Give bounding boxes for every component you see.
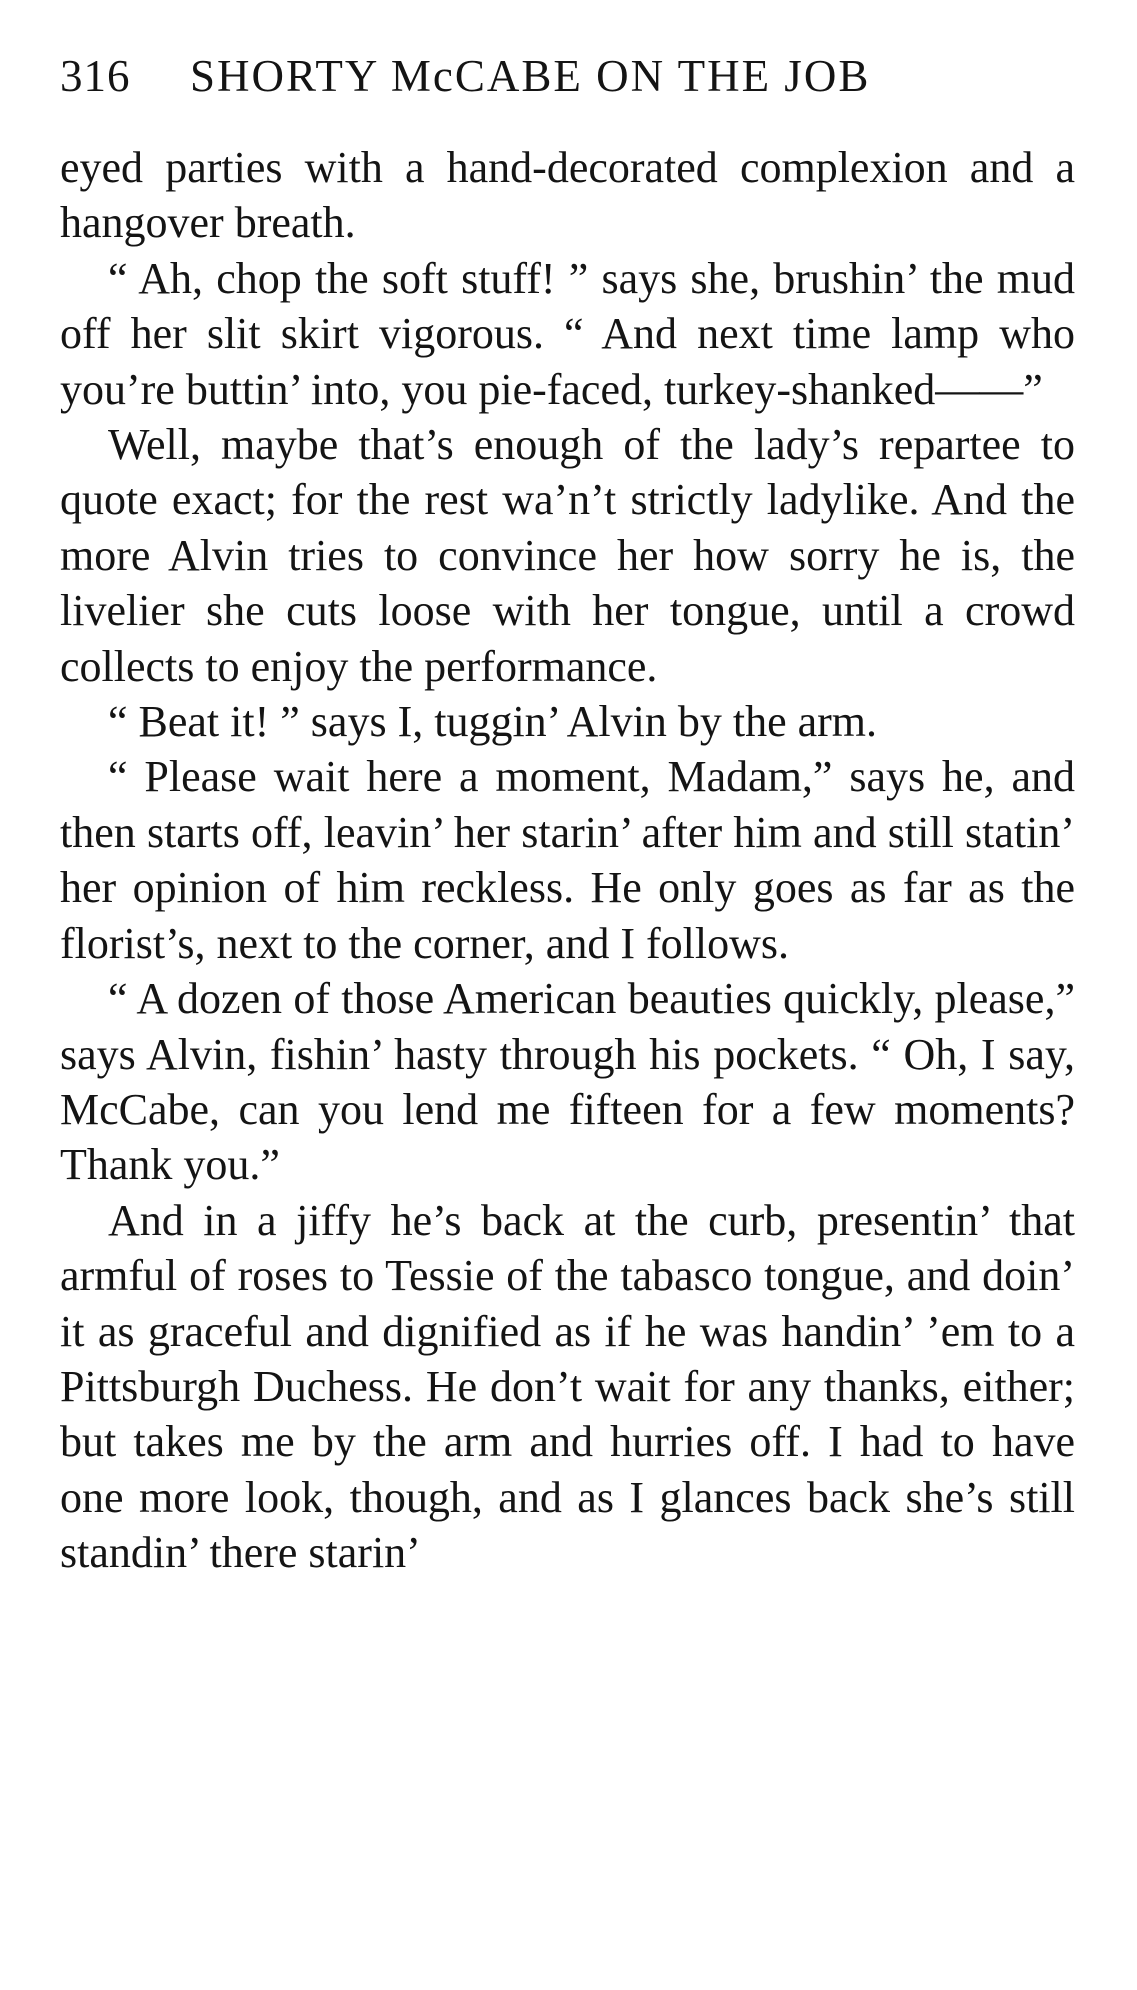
paragraph: “ Ah, chop the soft stuff! ” says she, brushin’ the mud off her slit skirt vigorous. “ And next time lamp who you’re buttin’ into, you pie-faced, turkey-shanked——” [60,253,1075,414]
paragraph-continued: eyed parties with a hand-decorated complexion and a hangover breath. [60,143,1075,248]
paragraph: “ Please wait here a moment, Madam,” says he, and then starts off, leavin’ her starin’ after him and still statin’ her opinion of him reckless. He only goes as far as the florist’s, next to the corner, and I follows. [60,752,1075,968]
running-head [60,50,1075,120]
book-title: SHORTY McCABE ON THE JOB [190,51,871,101]
paragraph: “ A dozen of those American beauties quickly, please,” says Alvin, fishin’ hasty through his pockets. “ Oh, I say, McCabe, can you lend me fifteen for a few moments? Thank you.” [60,974,1075,1190]
body-text [60,140,1075,1581]
paragraph: And in a jiffy he’s back at the curb, presentin’ that armful of roses to Tessie of the tabasco tongue, and doin’ it as graceful and dignified as if he was handin’ ’em to a Pittsburgh Duchess. He don’t wait for any thanks, either; but takes me by the arm and hurries off. I had to have one more look, though, and as I glances back she’s still standin’ there starin’ [60,1195,1075,1578]
paragraph: Well, maybe that’s enough of the lady’s repartee to quote exact; for the rest wa’n’t strictly ladylike. And the more Alvin tries to convince her how sorry he is, the livelier she cuts loose with her tongue, until a crowd collects to enjoy the performance. [60,420,1075,691]
page-number: 316 [60,51,131,101]
paragraph: “ Beat it! ” says I, tuggin’ Alvin by the arm. [108,697,878,747]
book-page [60,50,1075,1581]
